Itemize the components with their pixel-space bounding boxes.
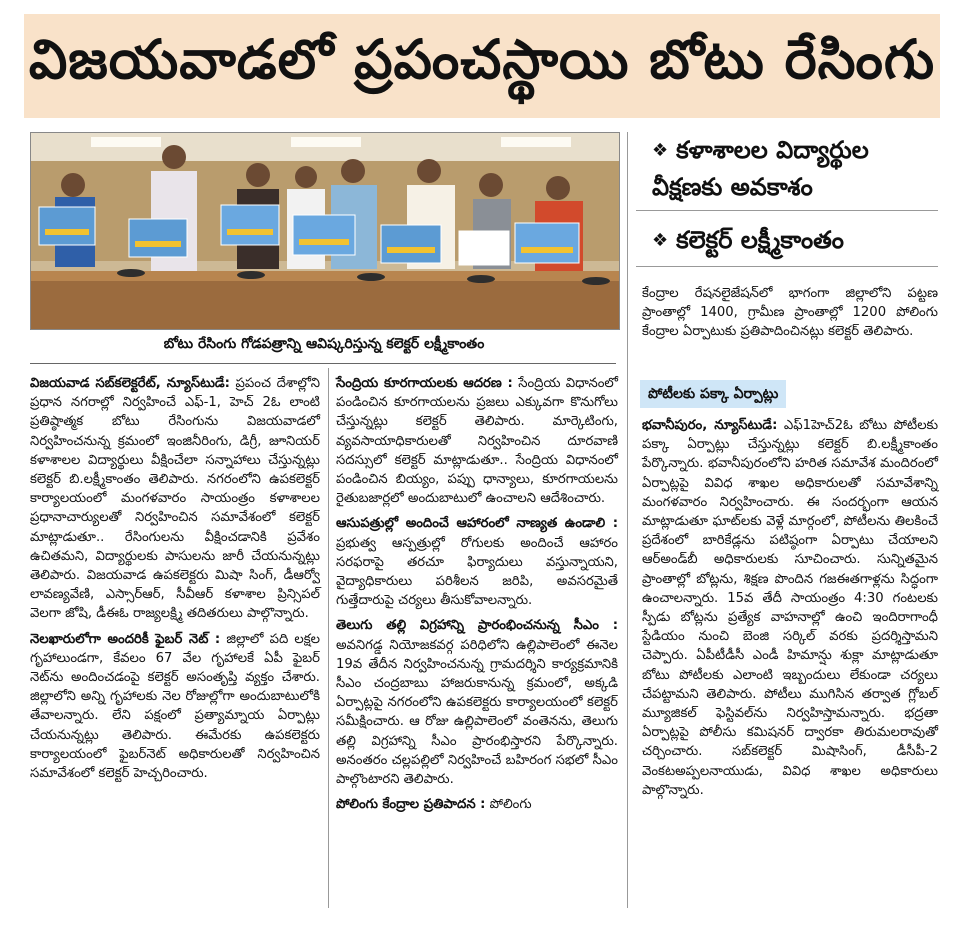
subhead: నెలఖారులోగా అందరికీ ఫైబర్ నెట్ : [30, 631, 221, 647]
article-paragraph: జిల్లాలో పది లక్షల గృహాలుండగా, కేవలం 67 వేల గృహాలకే ఏపీ ఫైబర్ నెట్‌ను అందించడంపై కలెక్టర్ అసంతృప్తి వ్యక్తం చేశారు. జిల్లాలోని అన్ని గృహాలకు నెల రోజుల్లోగా అందుబాటులోకి తేవాలన్నారు. లేని పక్షంలో ప్రత్యామ్నాయ ఏర్పాట్లు చేయనున్నట్లు తెలిపారు. ఈమేరకు ఉపకలెక్టరు కార్యాలయంలో ఫైబర్‌నెట్ అధికారులతో నిర్వహించిన సమావేశంలో కలెక్టర్ హెచ్చరించారు. [30, 631, 321, 782]
article-paragraph: ఎఫ్1హెచ్2ఓ బోటు పోటీలకు పక్కా ఏర్పాట్లు చేస్తున్నట్లు కలెక్టర్ బి.లక్ష్మీకాంతం పేర్కొన్నారు. భవానీపురంలోని హరిత సమావేశ మందిరంలో ఏర్పాట్లపై వివిధ శాఖల అధికారులతో సమావేశాన్ని మంగళవారం నిర్వహించారు. ఈ సందర్భంగా ఆయన మాట్లాడుతూ ఘాట్‌లకు వెళ్లే మార్గంలో, పోటీలను తిలకించే ప్రదేశంలో బారికేడ్లను పటిష్ఠంగా ఏర్పాటు చేయాలని ఆర్‌అండ్‌బీ అధికారులకు సూచించారు. సున్నితమైన ప్రాంతాల్లో బోట్లను, శిక్షణ పొందిన గజఈతగాళ్లను సిద్ధంగా ఉంచాలన్నారు. 15వ తేదీ సాయంత్రం 4:30 గంటలకు స్పీడు బోట్లను ప్రత్యేక వాహనాల్లో ఉంచి ఇందిరాగాంధీ స్టేడియం నుంచి బెంజి సర్కిల్ వరకు ప్రదర్శిస్తామని చెప్పారు. ఏపీటీడీసీ ఎండీ హిమాన్షు శుక్లా మాట్లాడుతూ బోటు పోటీలకు ఎలాంటి ఇబ్బందులు లేకుండా చర్యలు చేపట్టామని తెలిపారు. పోటీలు ముగిసిన తర్వాత గ్లోబల్ మ్యూజికల్ ఫెస్టివల్‌ను నిర్వహిస్తామన్నారు. భద్రతా ఏర్పాట్లపై పోలీసు కమిషనర్ ద్వారకా తిరుమలరావుతో చర్చించారు. సబ్‌కలెక్టర్ మిషాసింగ్, డీసీపీ-2 వెంకటఅప్పలనాయుడు, వివిధ శాఖల అధికారులు పాల్గొన్నారు. [642, 418, 939, 798]
highlight-text: కళాశాలల విద్యార్థుల వీక్షణకు అవకాశం [652, 136, 869, 201]
divider [636, 210, 938, 211]
dateline: భవానీపురం, న్యూస్‌టుడే: [642, 418, 778, 433]
highlight-item [652, 222, 938, 259]
column-divider [328, 368, 329, 908]
diamond-bullet-icon: ❖ [652, 140, 669, 161]
subhead: ఆసుపత్రుల్లో అందించే ఆహారంలో నాణ్యత ఉండాలి : [336, 516, 618, 532]
subhead: తెలుగు తల్లి విగ్రహాన్ని ప్రారంభించనున్న సీఎం : [336, 618, 618, 634]
highlight-item [652, 132, 938, 205]
section-heading: పోటీలకు పక్కా ఏర్పాట్లు [640, 380, 786, 408]
article-paragraph: అవనిగడ్డ నియోజకవర్గ పరిధిలోని ఉల్లిపాలెంలో ఈనెల 19వ తేదీన నిర్వహించనున్న గ్రామదర్శిని కార్యక్రమానికి సీఎం చంద్రబాబు హాజరుకానున్న క్రమంలో, అక్కడి ఏర్పాట్లపై నగరంలోని ఉపకలెక్టరు కార్యాలయంలో కలెక్టర్ సమీక్షించారు. ఆ రోజు ఉల్లిపాలెంలో వంతెనను, తెలుగు తల్లి విగ్రహాన్ని సీఎం ప్రారంభిస్తారని పేర్కొన్నారు. అనంతరం చల్లపల్లిలో నిర్వహించే బహిరంగ సభలో సీఎం పాల్గొంటారని తెలిపారు. [336, 637, 618, 788]
subhead: పోలింగు కేంద్రాల ప్రతిపాదన : [336, 797, 486, 813]
headline-banner [24, 14, 940, 118]
article-paragraph: కేంద్రాల రేషనలైజేషన్‌లో భాగంగా జిల్లాలోని పట్టణ ప్రాంతాల్లో 1400, గ్రామీణ ప్రాంతాల్లో 1200 పోలింగు కేంద్రాల ఏర్పాటుకు ప్రతిపాదించినట్లు కలెక్టర్ తెలిపారు. [642, 286, 938, 340]
divider [636, 266, 938, 267]
highlight-text: కలెక్టర్ లక్ష్మీకాంతం [676, 226, 844, 254]
article-paragraph: సేంద్రియ విధానంలో పండించిన కూరగాయలను ప్రజలు ఎక్కువగా కొనుగోలు చేస్తున్నట్లు కలెక్టర్ తెలిపారు. మార్కెటింగు, వ్యవసాయాధికారులతో నిర్వహించిన దూరవాణి సదస్సులో కలెక్టర్ మాట్లాడుతూ.. సేంద్రియ విధానంలో పండించిన బియ్యం, పప్పు ధాన్యాలు, కూరగాయలను రైతుబజార్లలో అందుబాటులో ఉంచాలని ఆదేశించారు. [336, 376, 618, 507]
article-paragraph: ప్రభుత్వ ఆస్పత్రుల్లో రోగులకు అందించే ఆహారం సరఫరాపై తరచూ ఫిర్యాదులు వస్తున్నాయని, వైద్యాధికారులు పరిశీలన జరిపి, అవసరమైతే గుత్తేదారుపై చర్యలు తీసుకోవాలన్నారు. [336, 535, 618, 609]
press-photo-illustration [31, 133, 619, 329]
divider [30, 363, 616, 364]
dateline: విజయవాడ సబ్‌కలెక్టరేట్, న్యూస్‌టుడే: [30, 376, 230, 391]
article-column-3-continued [642, 416, 938, 800]
diamond-bullet-icon: ❖ [652, 230, 669, 251]
article-paragraph: పోలింగు [489, 797, 532, 813]
article-column-2 [336, 374, 618, 814]
photo-caption: బోటు రేసింగు గోడపత్రాన్ని ఆవిష్కరిస్తున్న కలెక్టర్ లక్ష్మీకాంతం [163, 335, 485, 352]
article-paragraph: ప్రపంచ దేశాల్లోని ప్రధాన నగరాల్లో నిర్వహించే ఎఫ్-1, హెచ్ 2ఓ లాంటి ప్రతిష్ఠాత్మక బోటు రేసింగును విజయవాడలో నిర్వహించనున్న క్రమంలో ఇంజినీరింగు, డిగ్రీ, జూనియర్ కళాశాలల విద్యార్థులు వీక్షించేలా సన్నాహాలు చేస్తున్నట్లు కలెక్టర్ బి.లక్ష్మీకాంతం తెలిపారు. నగరంలోని ఉపకలెక్టర్ కార్యాలయంలో మంగళవారం సాయంత్రం కళాశాలల ప్రధానాచార్యులతో నిర్వహించిన సమావేశంలో కలెక్టర్ మాట్లాడుతూ.. రేసింగులను వీక్షించడానికి ప్రవేశం ఉచితమని, విద్యార్థులకు పాసులను జారీ చేయనున్నట్లు తెలిపారు. విజయవాడ ఉపకలెక్టరు మిషా సింగ్, డీఆర్వో లావణ్యవేణి, ఎస్సార్‌ఆర్, సీవీఆర్ కళాశాల ప్రిన్సిపల్ వెలగా జోషి, డీఈఓ రాజ్యలక్ష్మి తదితరులు పాల్గొన్నారు. [30, 376, 321, 622]
article-column-3 [642, 284, 938, 342]
headline: విజయవాడలో ప్రపంచస్థాయి బోటు రేసింగు [28, 27, 936, 91]
column-divider [627, 132, 628, 908]
subhead: సేంద్రియ కూరగాయలకు ఆదరణ : [336, 376, 513, 391]
article-column-1 [30, 374, 320, 783]
press-photo [30, 132, 620, 330]
